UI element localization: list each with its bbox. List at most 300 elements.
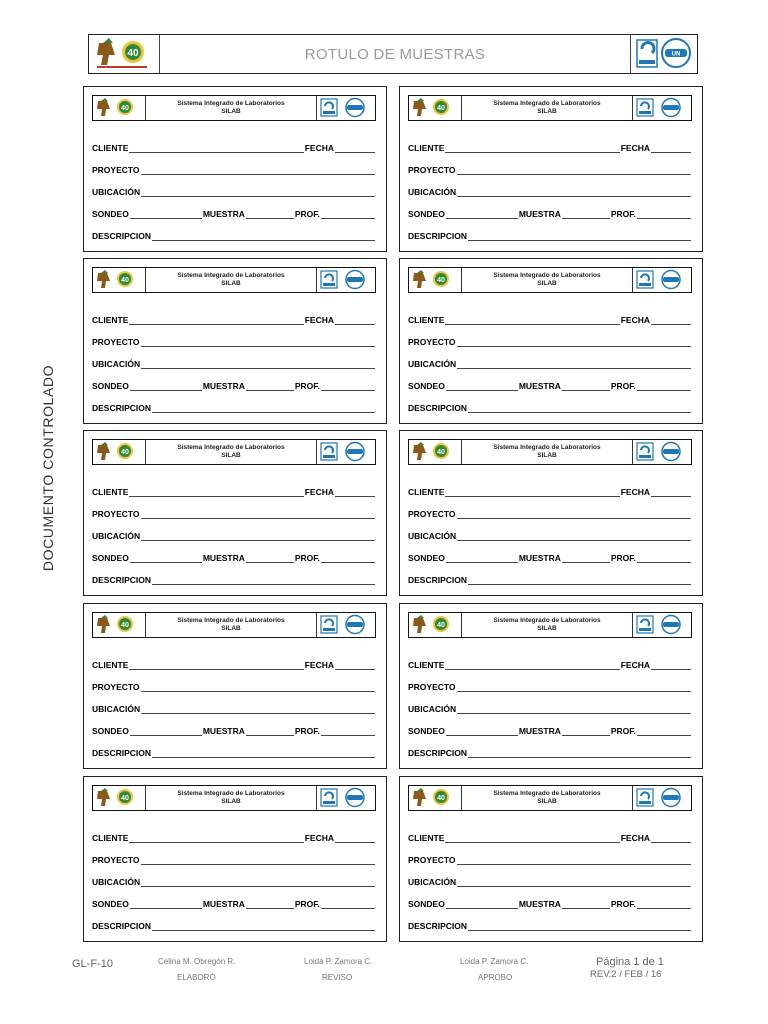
sondeo-input-line[interactable] (446, 554, 518, 563)
certification-seal-icon (316, 440, 375, 464)
sample-label-card (399, 258, 703, 424)
prof-label: PROF. (294, 209, 320, 219)
field-row-sondeo (408, 724, 692, 736)
descripcion-input-line[interactable] (152, 922, 375, 931)
proyecto-input-line[interactable] (457, 683, 691, 692)
fecha-input-line[interactable] (651, 661, 691, 670)
field-row-cliente (408, 485, 692, 497)
cliente-label: CLIENTE (92, 315, 129, 325)
sample-label-card (399, 603, 703, 769)
ubicacion-label: UBICACIÓN (408, 531, 457, 541)
aprobo-name: Loida P. Zamora C. (460, 957, 529, 966)
sondeo-label: SONDEO (408, 553, 445, 563)
fecha-label: FECHA (304, 660, 334, 670)
institution-logo-icon (93, 268, 146, 292)
ubicacion-input-line[interactable] (457, 360, 691, 369)
proyecto-label: PROYECTO (92, 855, 140, 865)
proyecto-input-line[interactable] (457, 856, 691, 865)
sample-label-card (83, 430, 387, 596)
field-row-descripcion (408, 919, 692, 931)
system-name: Sistema Integrado de Laboratorios (493, 790, 601, 797)
field-row-ubicacion (92, 185, 376, 197)
proyecto-input-line[interactable] (141, 683, 375, 692)
certification-seal-icon (632, 96, 691, 120)
muestra-input-line[interactable] (246, 554, 294, 563)
svg-text:40: 40 (121, 622, 129, 629)
prof-label: PROF. (294, 553, 320, 563)
elaboro-name: Celina M. Obregón R. (158, 957, 236, 966)
card-header (408, 439, 692, 465)
ubicacion-input-line[interactable] (457, 878, 691, 887)
descripcion-input-line[interactable] (468, 576, 691, 585)
card-header (92, 267, 376, 293)
muestra-input-line[interactable] (246, 900, 294, 909)
cliente-input-line[interactable] (129, 661, 303, 670)
card-header (92, 439, 376, 465)
muestra-label: MUESTRA (518, 209, 561, 219)
muestra-label: MUESTRA (518, 899, 561, 909)
fecha-input-line[interactable] (651, 834, 691, 843)
descripcion-input-line[interactable] (152, 749, 375, 758)
cliente-label: CLIENTE (92, 487, 129, 497)
card-header (408, 95, 692, 121)
ubicacion-label: UBICACIÓN (92, 359, 141, 369)
muestra-input-line[interactable] (562, 210, 610, 219)
sondeo-input-line[interactable] (130, 727, 202, 736)
descripcion-input-line[interactable] (152, 404, 375, 413)
sample-label-card (399, 776, 703, 942)
sample-label-card (83, 86, 387, 252)
muestra-label: MUESTRA (202, 381, 245, 391)
field-row-descripcion (92, 746, 376, 758)
prof-label: PROF. (294, 726, 320, 736)
sondeo-label: SONDEO (92, 209, 129, 219)
cliente-label: CLIENTE (408, 315, 445, 325)
field-row-descripcion (408, 401, 692, 413)
muestra-label: MUESTRA (202, 209, 245, 219)
sample-label-card (83, 603, 387, 769)
descripcion-label: DESCRIPCION (408, 921, 468, 931)
fecha-label: FECHA (620, 487, 650, 497)
field-row-descripcion (92, 573, 376, 585)
ubicacion-input-line[interactable] (141, 878, 375, 887)
prof-label: PROF. (610, 209, 636, 219)
muestra-label: MUESTRA (202, 553, 245, 563)
svg-text:40: 40 (437, 795, 445, 802)
sondeo-label: SONDEO (92, 381, 129, 391)
system-name: Sistema Integrado de Laboratorios (177, 617, 285, 624)
sample-label-card (399, 86, 703, 252)
field-row-ubicacion (408, 185, 692, 197)
reviso-role: REVISO (322, 973, 353, 982)
muestra-input-line[interactable] (246, 382, 294, 391)
proyecto-label: PROYECTO (92, 165, 140, 175)
prof-label: PROF. (610, 553, 636, 563)
svg-text:40: 40 (437, 105, 445, 112)
prof-label: PROF. (294, 381, 320, 391)
cliente-label: CLIENTE (408, 487, 445, 497)
prof-input-line[interactable] (637, 900, 691, 909)
svg-text:UN: UN (671, 51, 681, 58)
card-system-title (146, 613, 316, 637)
sondeo-input-line[interactable] (130, 382, 202, 391)
field-row-ubicacion (408, 875, 692, 887)
ubicacion-label: UBICACIÓN (408, 704, 457, 714)
system-name: Sistema Integrado de Laboratorios (493, 617, 601, 624)
cliente-input-line[interactable] (445, 661, 619, 670)
prof-label: PROF. (610, 381, 636, 391)
proyecto-input-line[interactable] (141, 338, 375, 347)
certification-seal-icon (632, 440, 691, 464)
fecha-label: FECHA (620, 143, 650, 153)
prof-input-line[interactable] (321, 210, 375, 219)
svg-text:40: 40 (437, 449, 445, 456)
proyecto-input-line[interactable] (457, 166, 691, 175)
svg-text:40: 40 (121, 449, 129, 456)
field-row-proyecto (92, 335, 376, 347)
ubicacion-input-line[interactable] (141, 360, 375, 369)
muestra-input-line[interactable] (246, 210, 294, 219)
fecha-input-line[interactable] (335, 316, 375, 325)
prof-label: PROF. (610, 899, 636, 909)
system-name: Sistema Integrado de Laboratorios (177, 100, 285, 107)
field-row-cliente (408, 831, 692, 843)
fecha-input-line[interactable] (335, 834, 375, 843)
cliente-input-line[interactable] (129, 144, 303, 153)
cliente-label: CLIENTE (92, 143, 129, 153)
muestra-input-line[interactable] (562, 554, 610, 563)
muestra-label: MUESTRA (518, 726, 561, 736)
card-system-title (146, 786, 316, 810)
cliente-input-line[interactable] (129, 488, 303, 497)
muestra-input-line[interactable] (562, 900, 610, 909)
proyecto-label: PROYECTO (408, 682, 456, 692)
institution-logo-icon (93, 613, 146, 637)
document-header (88, 34, 698, 74)
proyecto-label: PROYECTO (92, 337, 140, 347)
sondeo-input-line[interactable] (446, 382, 518, 391)
field-row-proyecto (408, 680, 692, 692)
prof-input-line[interactable] (637, 727, 691, 736)
field-row-proyecto (408, 853, 692, 865)
ubicacion-input-line[interactable] (457, 188, 691, 197)
field-row-proyecto (408, 335, 692, 347)
controlled-document-label: DOCUMENTO CONTROLADO (40, 364, 56, 572)
institution-logo-icon (93, 440, 146, 464)
system-name: Sistema Integrado de Laboratorios (177, 444, 285, 451)
field-row-proyecto (92, 853, 376, 865)
field-row-proyecto (408, 507, 692, 519)
fecha-input-line[interactable] (651, 316, 691, 325)
field-row-cliente (92, 141, 376, 153)
descripcion-input-line[interactable] (468, 922, 691, 931)
system-name: Sistema Integrado de Laboratorios (493, 444, 601, 451)
field-row-sondeo (92, 724, 376, 736)
card-header (92, 785, 376, 811)
cliente-input-line[interactable] (445, 316, 619, 325)
field-row-sondeo (92, 551, 376, 563)
certification-seal-icon (316, 613, 375, 637)
system-acronym: SILAB (537, 280, 557, 287)
descripcion-label: DESCRIPCION (408, 231, 468, 241)
fecha-label: FECHA (304, 315, 334, 325)
field-row-proyecto (92, 680, 376, 692)
ubicacion-label: UBICACIÓN (92, 877, 141, 887)
proyecto-label: PROYECTO (92, 682, 140, 692)
svg-text:40: 40 (121, 105, 129, 112)
sondeo-input-line[interactable] (446, 900, 518, 909)
certification-seal-icon (632, 268, 691, 292)
sample-label-card (83, 258, 387, 424)
ubicacion-label: UBICACIÓN (408, 877, 457, 887)
descripcion-input-line[interactable] (152, 576, 375, 585)
svg-text:40: 40 (437, 622, 445, 629)
institution-logo-icon (409, 96, 462, 120)
card-system-title (462, 786, 632, 810)
proyecto-input-line[interactable] (457, 510, 691, 519)
card-header (408, 785, 692, 811)
ubicacion-label: UBICACIÓN (92, 704, 141, 714)
sondeo-label: SONDEO (92, 553, 129, 563)
prof-input-line[interactable] (637, 382, 691, 391)
cliente-label: CLIENTE (92, 833, 129, 843)
fecha-input-line[interactable] (651, 488, 691, 497)
cliente-input-line[interactable] (129, 834, 303, 843)
system-name: Sistema Integrado de Laboratorios (177, 790, 285, 797)
field-row-descripcion (92, 919, 376, 931)
sondeo-input-line[interactable] (130, 210, 202, 219)
institution-logo-icon (409, 268, 462, 292)
descripcion-input-line[interactable] (468, 749, 691, 758)
revision-info: REV.2 / FEB / 16 (590, 969, 662, 980)
certification-seal-icon (316, 786, 375, 810)
sondeo-label: SONDEO (408, 899, 445, 909)
ubicacion-input-line[interactable] (141, 188, 375, 197)
field-row-cliente (92, 485, 376, 497)
fecha-input-line[interactable] (335, 144, 375, 153)
svg-text:40: 40 (121, 795, 129, 802)
field-row-proyecto (92, 163, 376, 175)
fecha-input-line[interactable] (335, 661, 375, 670)
prof-input-line[interactable] (637, 554, 691, 563)
descripcion-label: DESCRIPCION (92, 403, 152, 413)
field-row-ubicacion (92, 875, 376, 887)
sondeo-input-line[interactable] (446, 210, 518, 219)
prof-label: PROF. (610, 726, 636, 736)
field-row-sondeo (408, 551, 692, 563)
proyecto-label: PROYECTO (408, 165, 456, 175)
descripcion-label: DESCRIPCION (408, 403, 468, 413)
sondeo-label: SONDEO (408, 209, 445, 219)
form-code: GL-F-10 (72, 958, 113, 970)
field-row-ubicacion (408, 702, 692, 714)
card-system-title (462, 268, 632, 292)
card-system-title (146, 440, 316, 464)
field-row-ubicacion (408, 357, 692, 369)
field-row-cliente (92, 313, 376, 325)
system-name: Sistema Integrado de Laboratorios (493, 100, 601, 107)
certification-seal-icon (632, 786, 691, 810)
sondeo-input-line[interactable] (130, 554, 202, 563)
system-acronym: SILAB (221, 108, 241, 115)
card-header (92, 95, 376, 121)
sondeo-label: SONDEO (92, 899, 129, 909)
fecha-label: FECHA (304, 143, 334, 153)
cliente-input-line[interactable] (445, 488, 619, 497)
proyecto-input-line[interactable] (141, 510, 375, 519)
proyecto-label: PROYECTO (408, 509, 456, 519)
page-number: Página 1 de 1 (596, 956, 664, 968)
card-header (408, 612, 692, 638)
field-row-cliente (408, 658, 692, 670)
cliente-input-line[interactable] (445, 144, 619, 153)
proyecto-input-line[interactable] (141, 856, 375, 865)
sample-label-card (399, 430, 703, 596)
cliente-input-line[interactable] (129, 316, 303, 325)
ubicacion-input-line[interactable] (141, 532, 375, 541)
system-acronym: SILAB (221, 280, 241, 287)
ubicacion-input-line[interactable] (457, 532, 691, 541)
system-acronym: SILAB (221, 625, 241, 632)
proyecto-input-line[interactable] (141, 166, 375, 175)
descripcion-label: DESCRIPCION (408, 748, 468, 758)
certification-seal-icon (316, 96, 375, 120)
certification-seal-icon (316, 268, 375, 292)
aprobo-role: APROBO (478, 973, 513, 982)
card-system-title (462, 440, 632, 464)
muestra-label: MUESTRA (202, 899, 245, 909)
certification-seal-icon (632, 613, 691, 637)
cliente-label: CLIENTE (92, 660, 129, 670)
field-row-sondeo (92, 207, 376, 219)
card-system-title (146, 268, 316, 292)
muestra-input-line[interactable] (246, 727, 294, 736)
institution-logo-icon (93, 786, 146, 810)
certification-seal-icon (630, 35, 697, 73)
field-row-ubicacion (92, 357, 376, 369)
institution-logo-icon (409, 440, 462, 464)
system-acronym: SILAB (537, 798, 557, 805)
muestra-label: MUESTRA (518, 381, 561, 391)
field-row-ubicacion (92, 529, 376, 541)
field-row-proyecto (408, 163, 692, 175)
institution-logo-icon (409, 613, 462, 637)
svg-text:40: 40 (127, 48, 139, 59)
card-system-title (462, 613, 632, 637)
field-row-sondeo (92, 379, 376, 391)
svg-text:40: 40 (437, 277, 445, 284)
field-row-sondeo (408, 207, 692, 219)
descripcion-input-line[interactable] (468, 232, 691, 241)
field-row-cliente (408, 313, 692, 325)
proyecto-label: PROYECTO (408, 337, 456, 347)
descripcion-input-line[interactable] (152, 232, 375, 241)
system-acronym: SILAB (537, 452, 557, 459)
proyecto-label: PROYECTO (408, 855, 456, 865)
descripcion-input-line[interactable] (468, 404, 691, 413)
proyecto-input-line[interactable] (457, 338, 691, 347)
fecha-input-line[interactable] (651, 144, 691, 153)
fecha-label: FECHA (620, 660, 650, 670)
system-acronym: SILAB (537, 108, 557, 115)
sondeo-label: SONDEO (92, 726, 129, 736)
fecha-label: FECHA (620, 833, 650, 843)
cliente-label: CLIENTE (408, 143, 445, 153)
card-system-title (462, 96, 632, 120)
field-row-sondeo (92, 897, 376, 909)
field-row-descripcion (408, 746, 692, 758)
document-title: ROTULO DE MUESTRAS (304, 45, 486, 63)
fecha-label: FECHA (304, 833, 334, 843)
prof-input-line[interactable] (637, 210, 691, 219)
system-name: Sistema Integrado de Laboratorios (177, 272, 285, 279)
card-header (408, 267, 692, 293)
prof-input-line[interactable] (321, 382, 375, 391)
descripcion-label: DESCRIPCION (92, 748, 152, 758)
system-acronym: SILAB (221, 798, 241, 805)
field-row-descripcion (92, 229, 376, 241)
muestra-label: MUESTRA (518, 553, 561, 563)
institution-logo-icon (93, 96, 146, 120)
field-row-cliente (92, 831, 376, 843)
field-row-sondeo (408, 379, 692, 391)
fecha-label: FECHA (304, 487, 334, 497)
system-name: Sistema Integrado de Laboratorios (493, 272, 601, 279)
field-row-proyecto (92, 507, 376, 519)
prof-label: PROF. (294, 899, 320, 909)
ubicacion-label: UBICACIÓN (408, 359, 457, 369)
prof-input-line[interactable] (321, 727, 375, 736)
muestra-label: MUESTRA (202, 726, 245, 736)
sondeo-input-line[interactable] (446, 727, 518, 736)
field-row-descripcion (408, 573, 692, 585)
cliente-label: CLIENTE (408, 660, 445, 670)
field-row-descripcion (92, 401, 376, 413)
prof-input-line[interactable] (321, 900, 375, 909)
ubicacion-label: UBICACIÓN (92, 187, 141, 197)
ubicacion-label: UBICACIÓN (408, 187, 457, 197)
field-row-sondeo (408, 897, 692, 909)
prof-input-line[interactable] (321, 554, 375, 563)
descripcion-label: DESCRIPCION (92, 231, 152, 241)
muestra-input-line[interactable] (562, 382, 610, 391)
fecha-label: FECHA (620, 315, 650, 325)
svg-text:40: 40 (121, 277, 129, 284)
elaboro-role: ELABORÓ (177, 973, 216, 982)
cliente-label: CLIENTE (408, 833, 445, 843)
system-acronym: SILAB (221, 452, 241, 459)
sondeo-label: SONDEO (408, 726, 445, 736)
cliente-input-line[interactable] (445, 834, 619, 843)
institution-logo-icon (409, 786, 462, 810)
ubicacion-input-line[interactable] (141, 705, 375, 714)
reviso-name: Loida P. Zamora C. (304, 957, 373, 966)
descripcion-label: DESCRIPCION (92, 921, 152, 931)
sondeo-input-line[interactable] (130, 900, 202, 909)
proyecto-label: PROYECTO (92, 509, 140, 519)
fecha-input-line[interactable] (335, 488, 375, 497)
field-row-ubicacion (408, 529, 692, 541)
ubicacion-input-line[interactable] (457, 705, 691, 714)
field-row-cliente (408, 141, 692, 153)
sample-label-card (83, 776, 387, 942)
field-row-descripcion (408, 229, 692, 241)
sondeo-label: SONDEO (408, 381, 445, 391)
muestra-input-line[interactable] (562, 727, 610, 736)
field-row-cliente (92, 658, 376, 670)
institution-logo-icon (89, 35, 160, 73)
card-system-title (146, 96, 316, 120)
